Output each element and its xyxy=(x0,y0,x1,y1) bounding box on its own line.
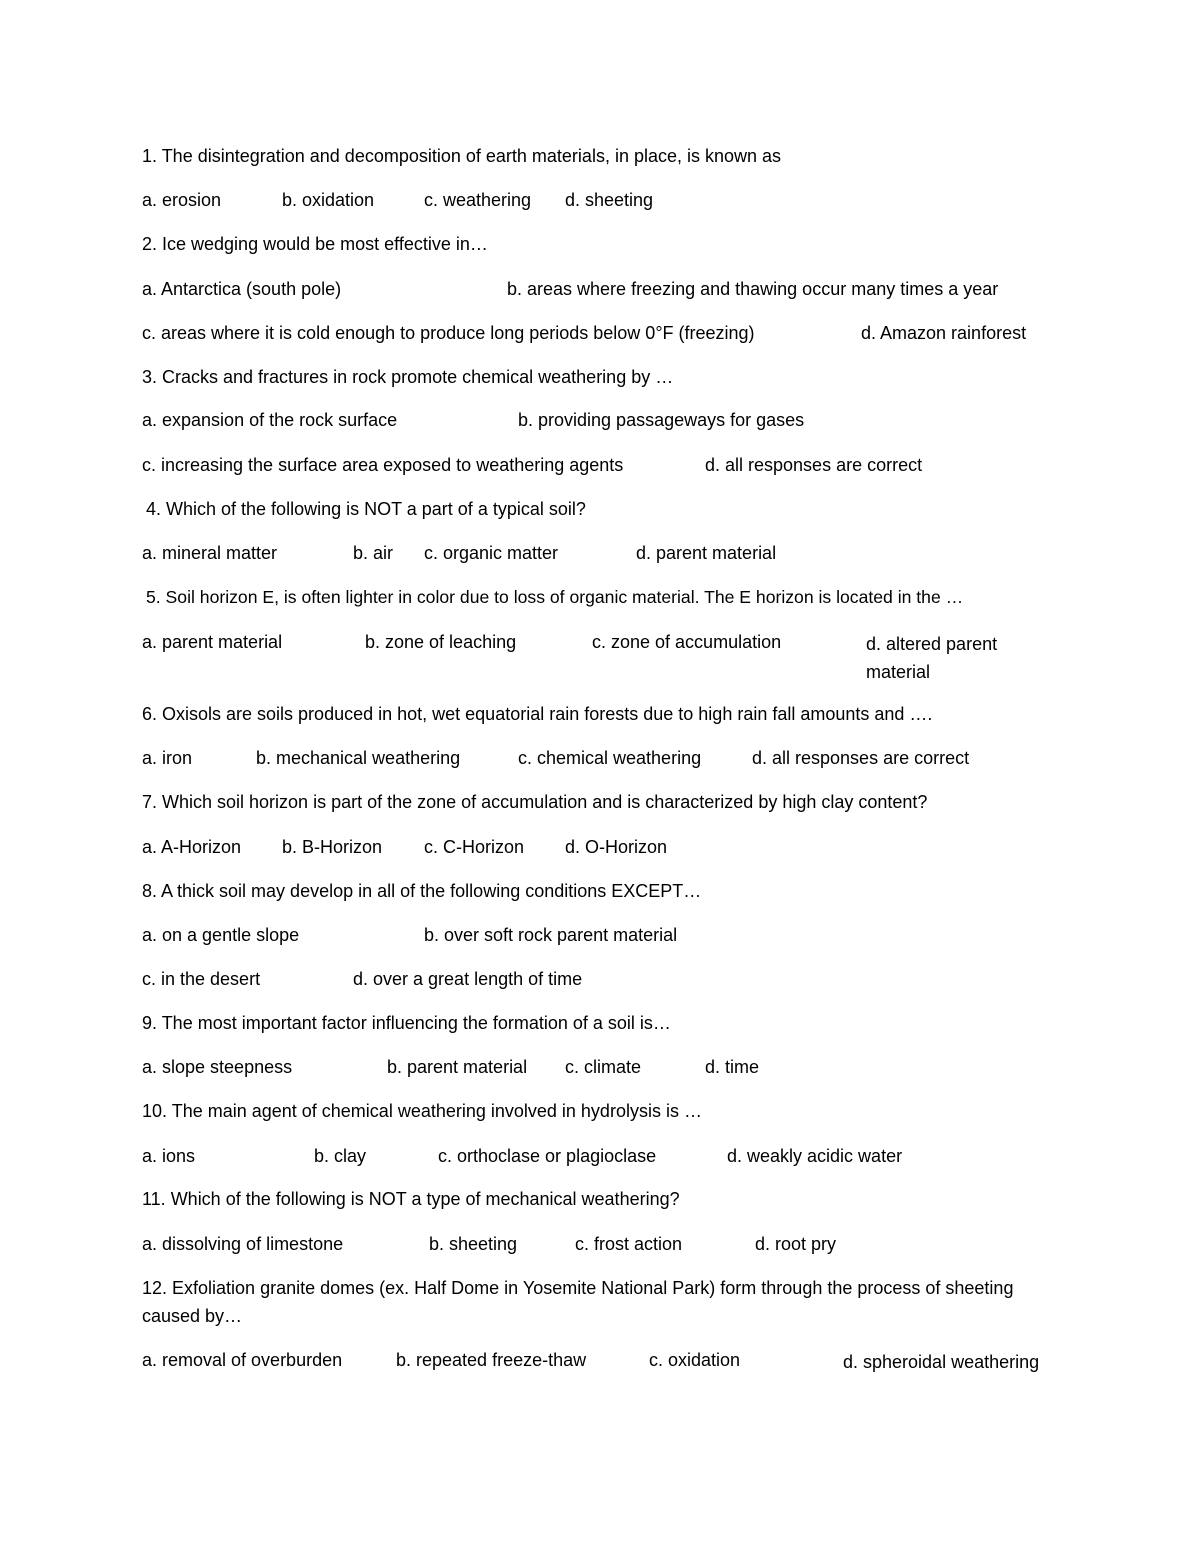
answer-option: b. areas where freezing and thawing occur many times a year xyxy=(507,279,999,299)
answer-option: c. zone of accumulation xyxy=(592,632,782,652)
answer-option: c. oxidation xyxy=(649,1350,741,1370)
answer-option: a. Antarctica (south pole) xyxy=(142,279,342,299)
answer-option: b. sheeting xyxy=(429,1234,518,1254)
answer-option: c. organic matter xyxy=(424,543,559,563)
question-12-prompt: 12. Exfoliation granite domes (ex. Half Dome in Yosemite National Park) form through the process of sheeting caused by… xyxy=(142,1278,1014,1326)
answer-option: d. spheroidal weathering xyxy=(843,1352,1040,1372)
answer-option: c. chemical weathering xyxy=(518,748,702,768)
answer-option: c. weathering xyxy=(424,190,532,210)
answer-option: b. repeated freeze-thaw xyxy=(396,1350,587,1370)
answer-option: a. erosion xyxy=(142,190,222,210)
question-5-prompt: 5. Soil horizon E, is often lighter in color due to loss of organic material. The E horizon is located in the … xyxy=(146,587,964,607)
question-9-prompt: 9. The most important factor influencing the formation of a soil is… xyxy=(142,1013,671,1033)
question-1-prompt: 1. The disintegration and decomposition of earth materials, in place, is known as xyxy=(142,146,782,166)
answer-option: a. on a gentle slope xyxy=(142,925,300,945)
answer-option: b. air xyxy=(353,543,394,563)
answer-option: a. mineral matter xyxy=(142,543,278,563)
answer-option: d. O-Horizon xyxy=(565,837,668,857)
answer-option: b. providing passageways for gases xyxy=(518,410,805,430)
answer-option: a. removal of overburden xyxy=(142,1350,343,1370)
answer-option: d. all responses are correct xyxy=(752,748,970,768)
answer-option: b. mechanical weathering xyxy=(256,748,461,768)
answer-option: b. clay xyxy=(314,1146,367,1166)
answer-option: c. orthoclase or plagioclase xyxy=(438,1146,657,1166)
answer-option: a. slope steepness xyxy=(142,1057,293,1077)
question-11-prompt: 11. Which of the following is NOT a type of mechanical weathering? xyxy=(142,1189,680,1209)
answer-option: a. expansion of the rock surface xyxy=(142,410,398,430)
answer-option: b. oxidation xyxy=(282,190,375,210)
answer-option: a. dissolving of limestone xyxy=(142,1234,344,1254)
answer-option: d. altered parent material xyxy=(866,634,998,682)
answer-option: b. parent material xyxy=(387,1057,528,1077)
answer-option: a. A-Horizon xyxy=(142,837,242,857)
answer-option: b. zone of leaching xyxy=(365,632,517,652)
answer-option: b. over soft rock parent material xyxy=(424,925,678,945)
question-8-prompt: 8. A thick soil may develop in all of the following conditions EXCEPT… xyxy=(142,881,702,901)
answer-option: d. weakly acidic water xyxy=(727,1146,903,1166)
question-7-prompt: 7. Which soil horizon is part of the zone of accumulation and is characterized by high clay content? xyxy=(142,792,928,812)
answer-option: d. Amazon rainforest xyxy=(861,323,1027,343)
question-4-prompt: 4. Which of the following is NOT a part of a typical soil? xyxy=(146,499,586,519)
answer-option: c. frost action xyxy=(575,1234,683,1254)
answer-option: c. increasing the surface area exposed to weathering agents xyxy=(142,455,624,475)
answer-option: c. climate xyxy=(565,1057,642,1077)
answer-option: d. parent material xyxy=(636,543,777,563)
answer-option: d. over a great length of time xyxy=(353,969,583,989)
answer-option: a. iron xyxy=(142,748,193,768)
answer-option: b. B-Horizon xyxy=(282,837,383,857)
answer-option: a. parent material xyxy=(142,632,283,652)
answer-option: d. sheeting xyxy=(565,190,654,210)
answer-option: c. in the desert xyxy=(142,969,261,989)
question-6-prompt: 6. Oxisols are soils produced in hot, wet equatorial rain forests due to high rain fall amounts and …. xyxy=(142,704,933,724)
answer-option: d. time xyxy=(705,1057,760,1077)
answer-option: c. areas where it is cold enough to produce long periods below 0°F (freezing) xyxy=(142,323,755,343)
answer-option: c. C-Horizon xyxy=(424,837,525,857)
answer-option: d. root pry xyxy=(755,1234,837,1254)
question-2-prompt: 2. Ice wedging would be most effective in… xyxy=(142,234,488,254)
answer-option: a. ions xyxy=(142,1146,196,1166)
question-10-prompt: 10. The main agent of chemical weathering involved in hydrolysis is … xyxy=(142,1101,702,1121)
question-3-prompt: 3. Cracks and fractures in rock promote chemical weathering by … xyxy=(142,367,674,387)
answer-option: d. all responses are correct xyxy=(705,455,923,475)
